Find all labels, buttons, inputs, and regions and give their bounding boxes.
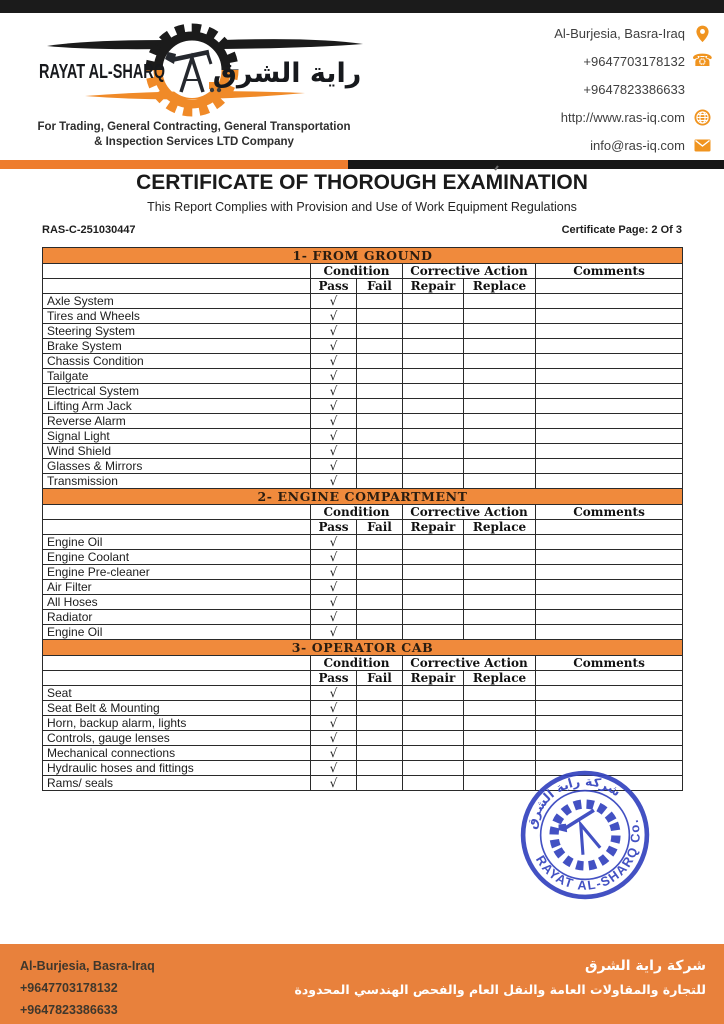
contact-block bbox=[554, 23, 712, 156]
item-label: Brake System bbox=[43, 339, 311, 354]
repair-value bbox=[403, 550, 464, 565]
reference-row bbox=[42, 224, 682, 236]
item-column-header bbox=[43, 505, 311, 520]
logo-left-wing bbox=[47, 40, 168, 49]
contact-icon-spacer bbox=[693, 80, 712, 99]
item-label: Controls, gauge lenses bbox=[43, 731, 311, 746]
fail-value bbox=[357, 414, 403, 429]
pass-value: √ bbox=[311, 354, 357, 369]
fail-value bbox=[357, 716, 403, 731]
item-label: Hydraulic hoses and fittings bbox=[43, 761, 311, 776]
pass-value: √ bbox=[311, 429, 357, 444]
comments-value bbox=[536, 580, 683, 595]
certificate-page-label: Certificate Page: 2 Of 3 bbox=[561, 224, 682, 236]
repair-value bbox=[403, 625, 464, 640]
item-label: Lifting Arm Jack bbox=[43, 399, 311, 414]
replace-value bbox=[464, 550, 536, 565]
contact-phone1 bbox=[554, 51, 712, 72]
replace-value bbox=[464, 701, 536, 716]
top-black-bar bbox=[0, 0, 724, 13]
pass-value: √ bbox=[311, 459, 357, 474]
comments-header: Comments bbox=[536, 505, 683, 520]
item-label: All Hoses bbox=[43, 595, 311, 610]
certificate-title: CERTIFICATE OF THOROUGH EXAMINATION bbox=[136, 171, 588, 194]
corrective-action-header: Corrective Action bbox=[403, 264, 536, 279]
replace-value bbox=[464, 369, 536, 384]
comments-value bbox=[536, 610, 683, 625]
replace-value bbox=[464, 459, 536, 474]
pass-value: √ bbox=[311, 686, 357, 701]
pass-value: √ bbox=[311, 309, 357, 324]
pass-value: √ bbox=[311, 610, 357, 625]
fail-value bbox=[357, 610, 403, 625]
comments-value bbox=[536, 444, 683, 459]
condition-header: Condition bbox=[311, 264, 403, 279]
footer-arabic-description: للتجارة والمقاولات العامة والنقل العام والفحص الهندسي المحدودة bbox=[294, 982, 706, 997]
fail-value bbox=[357, 339, 403, 354]
item-label: Tires and Wheels bbox=[43, 309, 311, 324]
repair-value bbox=[403, 595, 464, 610]
fail-value bbox=[357, 776, 403, 791]
comments-value bbox=[536, 686, 683, 701]
repair-value bbox=[403, 339, 464, 354]
repair-value bbox=[403, 354, 464, 369]
location-pin-icon bbox=[693, 24, 712, 43]
item-label: Steering System bbox=[43, 324, 311, 339]
pass-value: √ bbox=[311, 746, 357, 761]
stamp-latin-text: RAYAT AL-SHARQ Co. bbox=[532, 816, 643, 893]
pass-value: √ bbox=[311, 369, 357, 384]
comments-value bbox=[536, 474, 683, 489]
contact-email-text: info@ras-iq.com bbox=[590, 138, 685, 153]
corrective-action-header: Corrective Action bbox=[403, 505, 536, 520]
tagline-line2: & Inspection Services LTD Company bbox=[94, 136, 294, 148]
comments-value bbox=[536, 324, 683, 339]
fail-value bbox=[357, 474, 403, 489]
divider-bar bbox=[0, 160, 724, 169]
comments-value bbox=[536, 354, 683, 369]
table-section bbox=[43, 248, 683, 489]
replace-value bbox=[464, 309, 536, 324]
fail-header: Fail bbox=[357, 671, 403, 686]
comments-value bbox=[536, 369, 683, 384]
item-label: Axle System bbox=[43, 294, 311, 309]
pass-value: √ bbox=[311, 294, 357, 309]
repair-value bbox=[403, 294, 464, 309]
comments-value bbox=[536, 746, 683, 761]
replace-value bbox=[464, 746, 536, 761]
repair-value bbox=[403, 565, 464, 580]
repair-value bbox=[403, 384, 464, 399]
footer-company-arabic bbox=[295, 954, 707, 1002]
pass-value: √ bbox=[311, 625, 357, 640]
replace-value bbox=[464, 686, 536, 701]
replace-value bbox=[464, 354, 536, 369]
fail-value bbox=[357, 294, 403, 309]
fail-value bbox=[357, 625, 403, 640]
contact-website-text: http://www.ras-iq.com bbox=[560, 110, 685, 125]
fail-value bbox=[357, 309, 403, 324]
pass-value: √ bbox=[311, 414, 357, 429]
footer-phone2: +9647823386633 bbox=[20, 1003, 118, 1017]
section-title: 1- FROM GROUND bbox=[43, 248, 683, 264]
comments-value bbox=[536, 429, 683, 444]
repair-value bbox=[403, 324, 464, 339]
footer-bar bbox=[0, 944, 724, 1024]
fail-value bbox=[357, 701, 403, 716]
comments-value bbox=[536, 625, 683, 640]
pass-value: √ bbox=[311, 339, 357, 354]
comments-value bbox=[536, 459, 683, 474]
company-name-arabic: راية الشرق bbox=[212, 58, 362, 89]
replace-value bbox=[464, 414, 536, 429]
replace-value bbox=[464, 324, 536, 339]
replace-value bbox=[464, 595, 536, 610]
repair-value bbox=[403, 444, 464, 459]
replace-value bbox=[464, 339, 536, 354]
repair-header: Repair bbox=[403, 671, 464, 686]
contact-address bbox=[554, 23, 712, 44]
repair-value bbox=[403, 474, 464, 489]
company-stamp bbox=[520, 770, 650, 900]
comments-value bbox=[536, 294, 683, 309]
item-column-header bbox=[43, 264, 311, 279]
corrective-action-header: Corrective Action bbox=[403, 656, 536, 671]
repair-value bbox=[403, 686, 464, 701]
comments-subheader bbox=[536, 279, 683, 294]
fail-value bbox=[357, 399, 403, 414]
condition-header: Condition bbox=[311, 656, 403, 671]
pass-value: √ bbox=[311, 731, 357, 746]
pass-header: Pass bbox=[311, 279, 357, 294]
pass-value: √ bbox=[311, 550, 357, 565]
comments-value bbox=[536, 384, 683, 399]
inspection-table bbox=[42, 247, 683, 791]
replace-value bbox=[464, 580, 536, 595]
replace-value bbox=[464, 444, 536, 459]
replace-header: Replace bbox=[464, 279, 536, 294]
pass-value: √ bbox=[311, 384, 357, 399]
pass-value: √ bbox=[311, 701, 357, 716]
item-label: Seat Belt & Mounting bbox=[43, 701, 311, 716]
company-logo bbox=[25, 16, 370, 118]
item-label: Engine Pre-cleaner bbox=[43, 565, 311, 580]
section-title: 3- OPERATOR CAB bbox=[43, 640, 683, 656]
replace-value bbox=[464, 384, 536, 399]
divider-black-segment bbox=[348, 160, 724, 169]
certificate-reference: RAS-C-251030447 bbox=[42, 224, 136, 236]
item-label: Engine Oil bbox=[43, 535, 311, 550]
repair-value bbox=[403, 731, 464, 746]
repair-value bbox=[403, 459, 464, 474]
contact-phone2 bbox=[554, 79, 712, 100]
comments-value bbox=[536, 716, 683, 731]
fail-value bbox=[357, 384, 403, 399]
company-tagline bbox=[28, 120, 360, 150]
item-label: Engine Coolant bbox=[43, 550, 311, 565]
item-label: Seat bbox=[43, 686, 311, 701]
repair-value bbox=[403, 399, 464, 414]
repair-value bbox=[403, 776, 464, 791]
item-label: Tailgate bbox=[43, 369, 311, 384]
fail-value bbox=[357, 565, 403, 580]
footer-contact bbox=[20, 955, 155, 1021]
fail-value bbox=[357, 580, 403, 595]
repair-value bbox=[403, 309, 464, 324]
pass-value: √ bbox=[311, 595, 357, 610]
contact-phone1-text: +9647703178132 bbox=[583, 54, 685, 69]
pass-header: Pass bbox=[311, 671, 357, 686]
replace-value bbox=[464, 294, 536, 309]
comments-header: Comments bbox=[536, 264, 683, 279]
fail-value bbox=[357, 429, 403, 444]
company-name-latin: RAYAT AL-SHARQ bbox=[39, 61, 165, 83]
item-label: Signal Light bbox=[43, 429, 311, 444]
repair-value bbox=[403, 761, 464, 776]
item-label: Horn, backup alarm, lights bbox=[43, 716, 311, 731]
comments-header: Comments bbox=[536, 656, 683, 671]
table-section bbox=[43, 489, 683, 640]
logo-right-wing bbox=[222, 39, 363, 49]
contact-website bbox=[554, 107, 712, 128]
fail-value bbox=[357, 761, 403, 776]
comments-value bbox=[536, 701, 683, 716]
repair-value bbox=[403, 701, 464, 716]
item-label: Radiator bbox=[43, 610, 311, 625]
fail-value bbox=[357, 686, 403, 701]
pass-value: √ bbox=[311, 716, 357, 731]
tagline-line1: For Trading, General Contracting, General Transportation bbox=[37, 121, 351, 133]
fail-value bbox=[357, 535, 403, 550]
footer-arabic-name: شركة راية الشرق bbox=[585, 958, 706, 974]
repair-header: Repair bbox=[403, 279, 464, 294]
pass-value: √ bbox=[311, 776, 357, 791]
repair-value bbox=[403, 369, 464, 384]
item-column-subheader bbox=[43, 671, 311, 686]
item-label: Transmission bbox=[43, 474, 311, 489]
fail-value bbox=[357, 595, 403, 610]
item-label: Reverse Alarm bbox=[43, 414, 311, 429]
pass-value: √ bbox=[311, 580, 357, 595]
pass-value: √ bbox=[311, 761, 357, 776]
replace-value bbox=[464, 625, 536, 640]
pass-value: √ bbox=[311, 565, 357, 580]
item-label: Wind Shield bbox=[43, 444, 311, 459]
stamp-gear-icon bbox=[545, 795, 626, 876]
comments-value bbox=[536, 339, 683, 354]
condition-header: Condition bbox=[311, 505, 403, 520]
replace-value bbox=[464, 535, 536, 550]
repair-value bbox=[403, 414, 464, 429]
replace-value bbox=[464, 399, 536, 414]
pass-value: √ bbox=[311, 399, 357, 414]
item-label: Chassis Condition bbox=[43, 354, 311, 369]
fail-value bbox=[357, 354, 403, 369]
item-label: Engine Oil bbox=[43, 625, 311, 640]
contact-address-text: Al-Burjesia, Basra-Iraq bbox=[554, 26, 685, 41]
replace-header: Replace bbox=[464, 671, 536, 686]
pass-value: √ bbox=[311, 324, 357, 339]
stamp-arabic-text: شركة راية الشرق bbox=[524, 774, 624, 831]
item-label: Electrical System bbox=[43, 384, 311, 399]
table-section bbox=[43, 640, 683, 791]
globe-icon bbox=[693, 108, 712, 127]
comments-value bbox=[536, 565, 683, 580]
fail-header: Fail bbox=[357, 520, 403, 535]
comments-subheader bbox=[536, 671, 683, 686]
repair-header: Repair bbox=[403, 520, 464, 535]
footer-address: Al-Burjesia, Basra-Iraq bbox=[20, 959, 155, 973]
fail-value bbox=[357, 459, 403, 474]
comments-value bbox=[536, 535, 683, 550]
replace-value bbox=[464, 610, 536, 625]
replace-value bbox=[464, 474, 536, 489]
pass-header: Pass bbox=[311, 520, 357, 535]
footer-phone1: +9647703178132 bbox=[20, 981, 118, 995]
fail-value bbox=[357, 746, 403, 761]
repair-value bbox=[403, 535, 464, 550]
replace-value bbox=[464, 731, 536, 746]
certificate-subtitle: This Report Complies with Provision and Use of Work Equipment Regulations bbox=[147, 200, 577, 214]
fail-value bbox=[357, 731, 403, 746]
pass-value: √ bbox=[311, 474, 357, 489]
comments-subheader bbox=[536, 520, 683, 535]
divider-orange-segment bbox=[0, 160, 348, 169]
fail-value bbox=[357, 324, 403, 339]
repair-value bbox=[403, 580, 464, 595]
repair-value bbox=[403, 429, 464, 444]
phone-icon: ☎ bbox=[691, 51, 714, 71]
comments-value bbox=[536, 731, 683, 746]
comments-value bbox=[536, 399, 683, 414]
comments-value bbox=[536, 414, 683, 429]
item-label: Rams/ seals bbox=[43, 776, 311, 791]
item-label: Mechanical connections bbox=[43, 746, 311, 761]
comments-value bbox=[536, 309, 683, 324]
comments-value bbox=[536, 550, 683, 565]
pass-value: √ bbox=[311, 535, 357, 550]
fail-header: Fail bbox=[357, 279, 403, 294]
repair-value bbox=[403, 610, 464, 625]
item-label: Air Filter bbox=[43, 580, 311, 595]
replace-value bbox=[464, 429, 536, 444]
replace-value bbox=[464, 565, 536, 580]
replace-value bbox=[464, 716, 536, 731]
envelope-icon bbox=[693, 136, 712, 155]
pass-value: √ bbox=[311, 444, 357, 459]
item-column-header bbox=[43, 656, 311, 671]
contact-email bbox=[554, 135, 712, 156]
item-label: Glasses & Mirrors bbox=[43, 459, 311, 474]
repair-value bbox=[403, 746, 464, 761]
fail-value bbox=[357, 369, 403, 384]
item-column-subheader bbox=[43, 279, 311, 294]
fail-value bbox=[357, 444, 403, 459]
fail-value bbox=[357, 550, 403, 565]
comments-value bbox=[536, 595, 683, 610]
replace-header: Replace bbox=[464, 520, 536, 535]
repair-value bbox=[403, 716, 464, 731]
contact-phone2-text: +9647823386633 bbox=[583, 82, 685, 97]
section-title: 2- ENGINE COMPARTMENT bbox=[43, 489, 683, 505]
item-column-subheader bbox=[43, 520, 311, 535]
